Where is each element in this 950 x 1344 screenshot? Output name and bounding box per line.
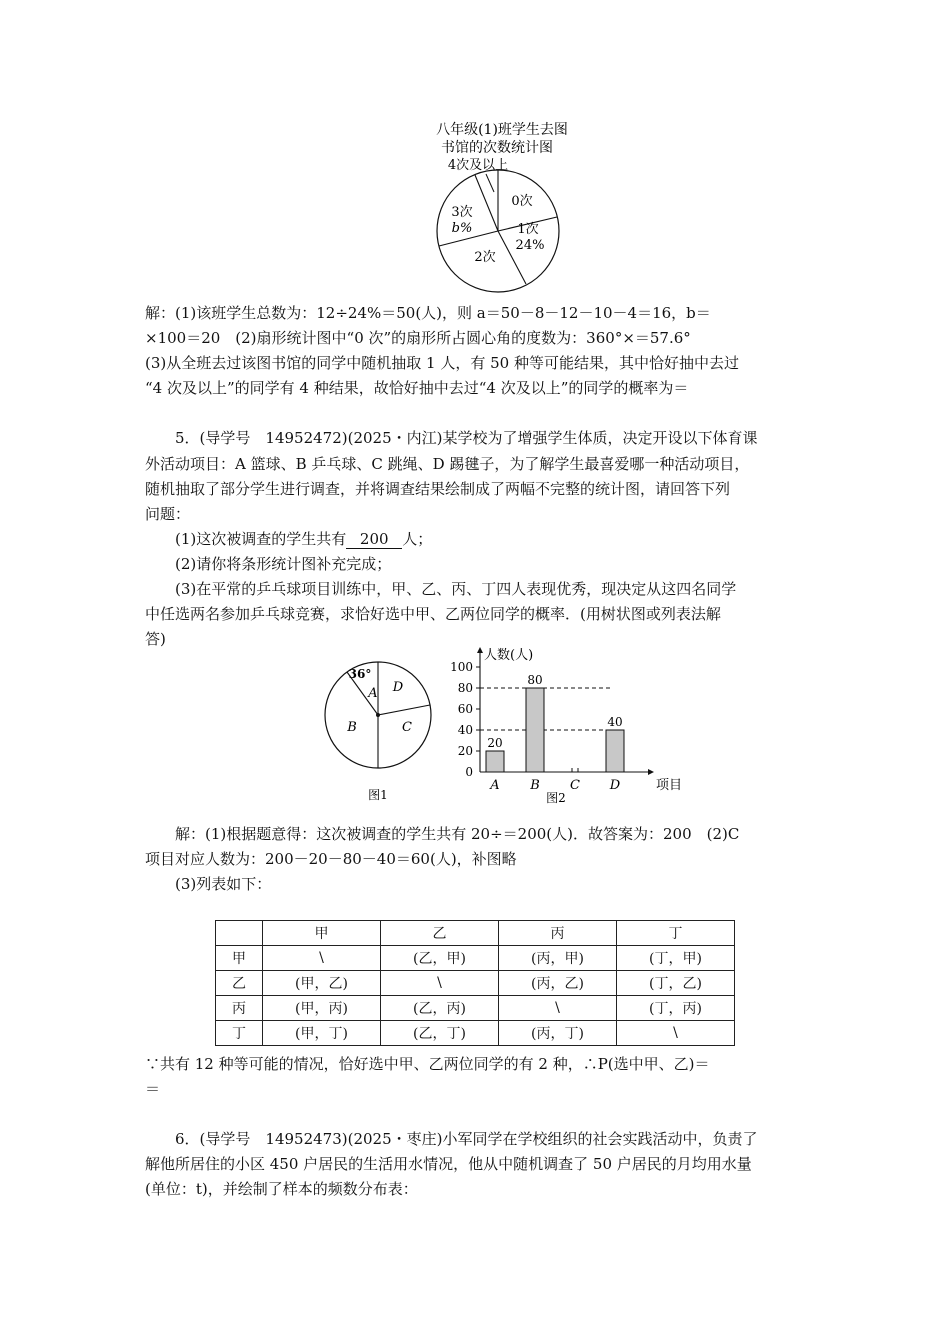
pie-label-d: D [392, 680, 404, 695]
table-header-cell: 丁 [617, 921, 735, 946]
bar-value-label: 40 [607, 715, 623, 729]
y-tick-label: 20 [457, 744, 473, 758]
table-cell: (丁，乙) [617, 971, 735, 996]
figure1-title-line2: 书馆的次数统计图 [441, 140, 553, 156]
q5-line2: 外活动项目：A 篮球、B 乒乓球、C 跳绳、D 踢毽子，为了解学生最喜爱哪一种活动项目， [145, 455, 750, 473]
q4-solution-line2: ×100＝20 (2)扇形统计图中“0 次”的扇形所占圆心角的度数为：360°×＝57.6° [145, 329, 691, 347]
table-cell: (乙，丁) [381, 1021, 499, 1046]
table-cell: \ [263, 946, 381, 971]
table-cell: (丙，丁) [499, 1021, 617, 1046]
q5-line4: 问题： [145, 505, 191, 523]
figure1-title-line1: 八年级(1)班学生去图 [436, 122, 568, 138]
q5-line1: 5．(导学号 14952472)(2025・内江)某学校为了增强学生体质，决定开设以下体育课 [175, 429, 758, 447]
label-one-pct: 24% [515, 238, 545, 253]
q5-part3-line3: 答) [145, 630, 166, 648]
y-tick-label: 40 [457, 723, 473, 737]
table-cell: (甲，丙) [263, 996, 381, 1021]
label-two: 2次 [474, 250, 496, 265]
table-header-cell [216, 921, 263, 946]
table-cell: \ [381, 971, 499, 996]
angle-label: 36° [348, 667, 372, 681]
q4-solution-line1: 解：(1)该班学生总数为：12÷24%＝50(人)，则 a＝50－8－12－10－4＝16，b＝ [145, 304, 711, 322]
table-header-row [216, 921, 735, 946]
activity-pie-center [376, 713, 380, 717]
table-row [216, 946, 735, 971]
table-row [216, 996, 735, 1021]
bar [526, 688, 544, 772]
y-tick-label: 80 [457, 681, 473, 695]
table-cell: (甲，乙) [263, 971, 381, 996]
q5-solution-line1: 解：(1)根据题意得：这次被调查的学生共有 20÷＝200(人)．故答案为：200 (2)C [175, 825, 740, 843]
table-cell: 甲 [216, 946, 263, 971]
q5-part1-answer: 200 [346, 530, 402, 549]
table-cell: 丁 [216, 1021, 263, 1046]
activity-bar-chart [450, 640, 683, 805]
pie-label-a: A [368, 686, 378, 701]
table-cell: (丁，丙) [617, 996, 735, 1021]
table-cell: (乙，丙) [381, 996, 499, 1021]
figure2-caption: 图2 [546, 791, 566, 805]
bar-value-label: 20 [487, 736, 503, 750]
pie-label-b: B [347, 720, 357, 735]
table-row [216, 971, 735, 996]
label-one: 1次 [517, 222, 539, 237]
table-header-cell: 乙 [381, 921, 499, 946]
y-tick-label: 100 [450, 660, 473, 674]
outcome-table [215, 920, 735, 1046]
bar-value-label: 80 [527, 673, 543, 687]
activity-pie-figure [320, 655, 440, 805]
category-label: B [530, 778, 540, 793]
y-tick-label: 0 [465, 765, 473, 779]
table-cell: (丁，甲) [617, 946, 735, 971]
q5-part1-prefix: (1)这次被调查的学生共有 [175, 530, 347, 548]
label-zero: 0次 [511, 194, 533, 209]
y-axis-arrow [477, 647, 483, 653]
table-cell: 乙 [216, 971, 263, 996]
q5-line3: 随机抽取了部分学生进行调查，并将调查结果绘制成了两幅不完整的统计图，请回答下列 [145, 480, 731, 498]
y-tick-label: 60 [457, 702, 473, 716]
q5-conclusion-line1: ∵共有 12 种等可能的情况，恰好选中甲、乙两位同学的有 2 种，∴P(选中甲、乙)＝ [145, 1055, 710, 1073]
x-axis-label: 项目 [656, 778, 683, 793]
pie-sector-boundary [475, 175, 498, 231]
q4-solution-line3: (3)从全班去过该图书馆的同学中随机抽取 1 人，有 50 种等可能结果，其中恰好抽中去过 [145, 354, 739, 372]
table-header-cell: 丙 [499, 921, 617, 946]
x-axis-arrow [648, 769, 654, 775]
label-three: 3次 [451, 205, 473, 220]
q5-solution-line3: (3)列表如下： [175, 875, 272, 893]
library-visits-pie-figure [420, 118, 580, 293]
four-plus-pointer [486, 174, 494, 192]
pie-label-c: C [402, 720, 412, 735]
category-label: D [609, 778, 621, 793]
q5-part1 [175, 528, 432, 550]
table-cell: (丙，乙) [499, 971, 617, 996]
y-axis-label: 人数(人) [484, 648, 534, 663]
category-label: C [570, 778, 580, 793]
table-cell: \ [617, 1021, 735, 1046]
q5-solution-line2: 项目对应人数为：200－20－80－40＝60(人)，补图略 [145, 850, 517, 868]
table-cell: (乙，甲) [381, 946, 499, 971]
table-row [216, 1021, 735, 1046]
table-cell: 丙 [216, 996, 263, 1021]
figure1-caption: 图1 [368, 788, 388, 802]
category-label: A [490, 778, 500, 793]
table-header-cell: 甲 [263, 921, 381, 946]
bar [486, 751, 504, 772]
q5-part1-suffix: 人； [402, 530, 433, 548]
q6-line3: (单位：t)，并绘制了样本的频数分布表： [145, 1180, 418, 1198]
table-cell: (甲，丁) [263, 1021, 381, 1046]
label-three-pct: b% [451, 221, 473, 236]
q5-part3-line1: (3)在平常的乒乓球项目训练中，甲、乙、丙、丁四人表现优秀，现决定从这四名同学 [175, 580, 737, 598]
bar [606, 730, 624, 772]
table-cell: (丙，甲) [499, 946, 617, 971]
label-four-plus: 4次及以上 [447, 158, 509, 173]
q4-solution-line4: “4 次及以上”的同学有 4 种结果，故恰好抽中去过“4 次及以上”的同学的概率为＝ [145, 379, 689, 397]
q6-line1: 6．(导学号 14952473)(2025・枣庄)小军同学在学校组织的社会实践活动中，负责了 [175, 1130, 758, 1148]
q5-conclusion-line2: ＝ [145, 1080, 161, 1098]
activity-pie-boundary [378, 705, 430, 715]
table-cell: \ [499, 996, 617, 1021]
q6-line2: 解他所居住的小区 450 户居民的生活用水情况，他从中随机调查了 50 户居民的月均用水量 [145, 1155, 752, 1173]
q5-part2: (2)请你将条形统计图补充完成； [175, 555, 392, 573]
q5-part3-line2: 中任选两名参加乒乓球竞赛，求恰好选中甲、乙两位同学的概率．(用树状图或列表法解 [145, 605, 721, 623]
